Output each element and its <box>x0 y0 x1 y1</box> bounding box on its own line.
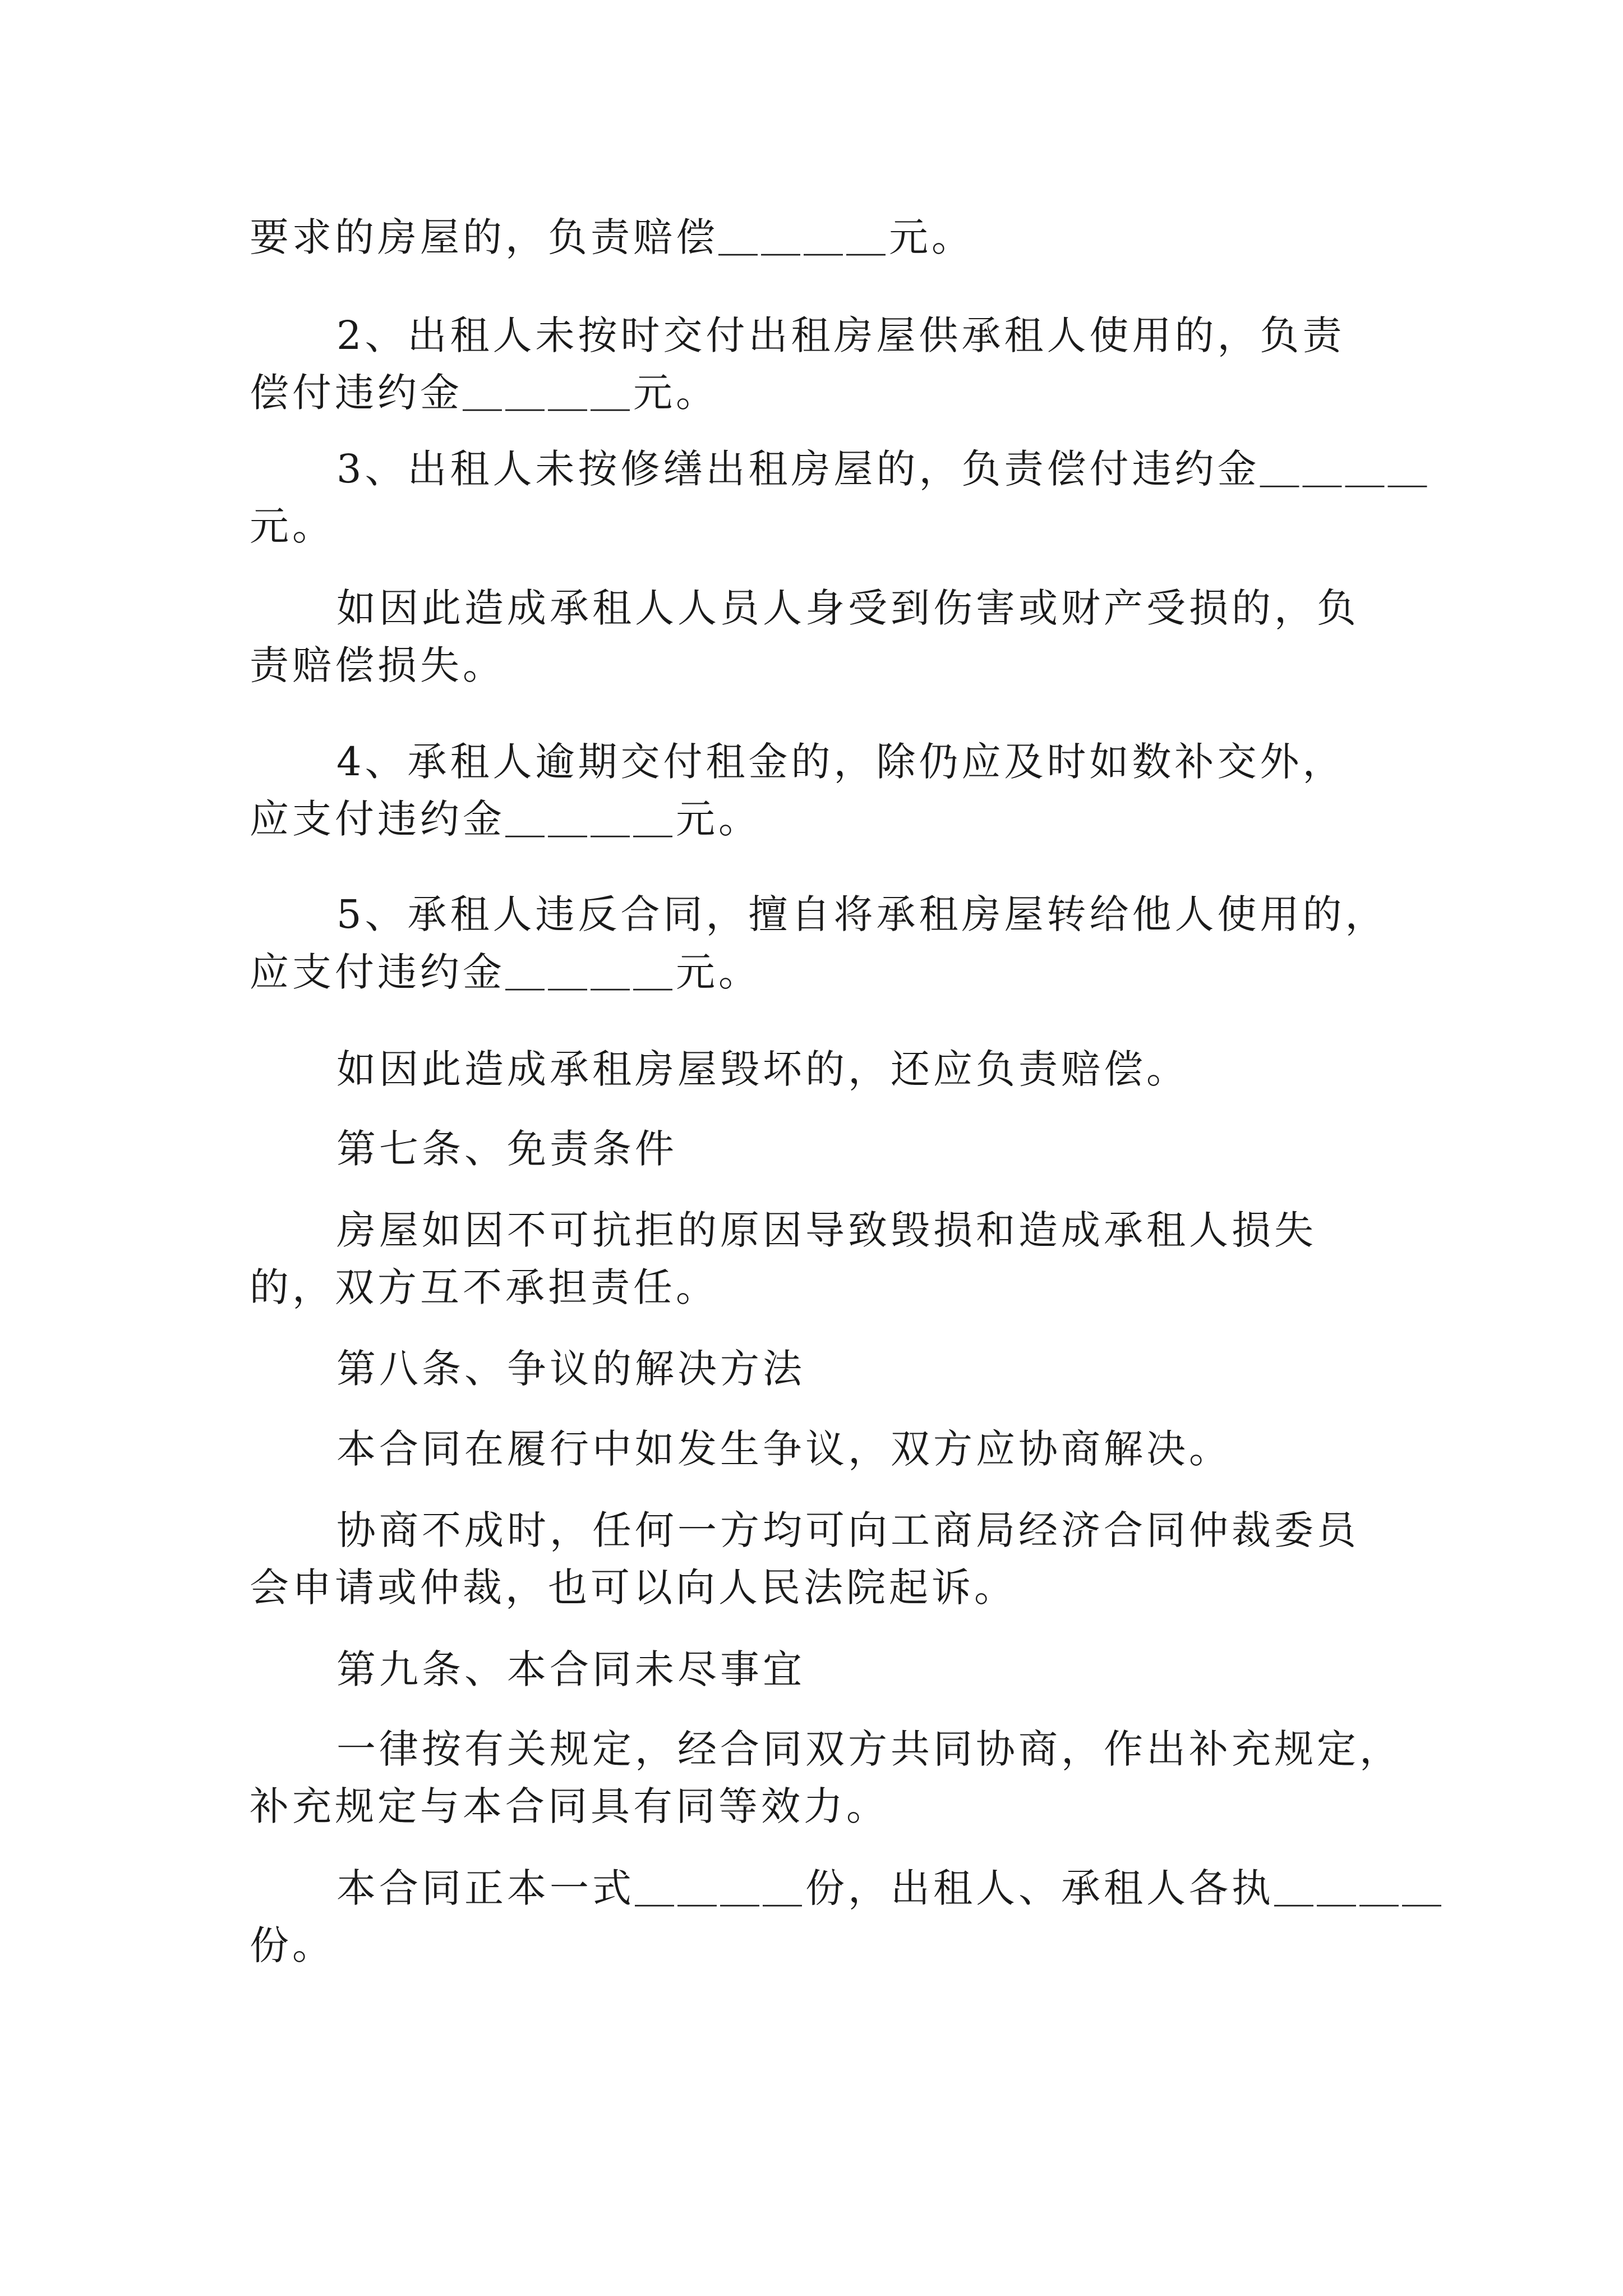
text-line: 5、承租人违反合同，擅自将承租房屋转给他人使用的， <box>336 891 1388 937</box>
text-line: 房屋如因不可抗拒的原因导致毁损和造成承租人损失 <box>336 1207 1317 1253</box>
text-line: 协商不成时，任何一方均可向工商局经济合同仲裁委员 <box>336 1507 1359 1553</box>
text-line: 的，双方互不承担责任。 <box>250 1264 718 1310</box>
text-line: 会申请或仲裁，也可以向人民法院起诉。 <box>250 1565 1017 1611</box>
text-line: 如因此造成承租人人员人身受到伤害或财产受损的，负 <box>336 585 1359 631</box>
text-line: 应支付违约金＿＿＿＿元。 <box>250 949 761 995</box>
text-line: 一律按有关规定，经合同双方共同协商，作出补充规定， <box>336 1726 1402 1772</box>
text-line: 本合同在履行中如发生争议，双方应协商解决。 <box>336 1426 1232 1472</box>
section-heading: 第八条、争议的解决方法 <box>336 1346 805 1392</box>
text-line: 应支付违约金＿＿＿＿元。 <box>250 796 761 842</box>
text-line: 4、承租人逾期交付租金的，除仍应及时如数补交外， <box>336 739 1345 785</box>
section-heading: 第七条、免责条件 <box>336 1126 677 1172</box>
text-line: 要求的房屋的，负责赔偿＿＿＿＿元。 <box>250 214 974 260</box>
text-line: 偿付违约金＿＿＿＿元。 <box>250 370 718 416</box>
text-line: 补充规定与本合同具有同等效力。 <box>250 1783 889 1829</box>
text-line: 份。 <box>250 1922 335 1968</box>
text-line: 本合同正本一式＿＿＿＿份，出租人、承租人各执＿＿＿＿ <box>336 1865 1445 1911</box>
text-line: 责赔偿损失。 <box>250 642 505 688</box>
section-heading: 第九条、本合同未尽事宜 <box>336 1646 805 1692</box>
text-line: 3、出租人未按修缮出租房屋的，负责偿付违约金＿＿＿＿ <box>336 446 1431 492</box>
text-line: 2、出租人未按时交付出租房屋供承租人使用的，负责 <box>336 312 1345 358</box>
text-line: 如因此造成承租房屋毁坏的，还应负责赔偿。 <box>336 1046 1189 1092</box>
text-line: 元。 <box>250 503 335 549</box>
